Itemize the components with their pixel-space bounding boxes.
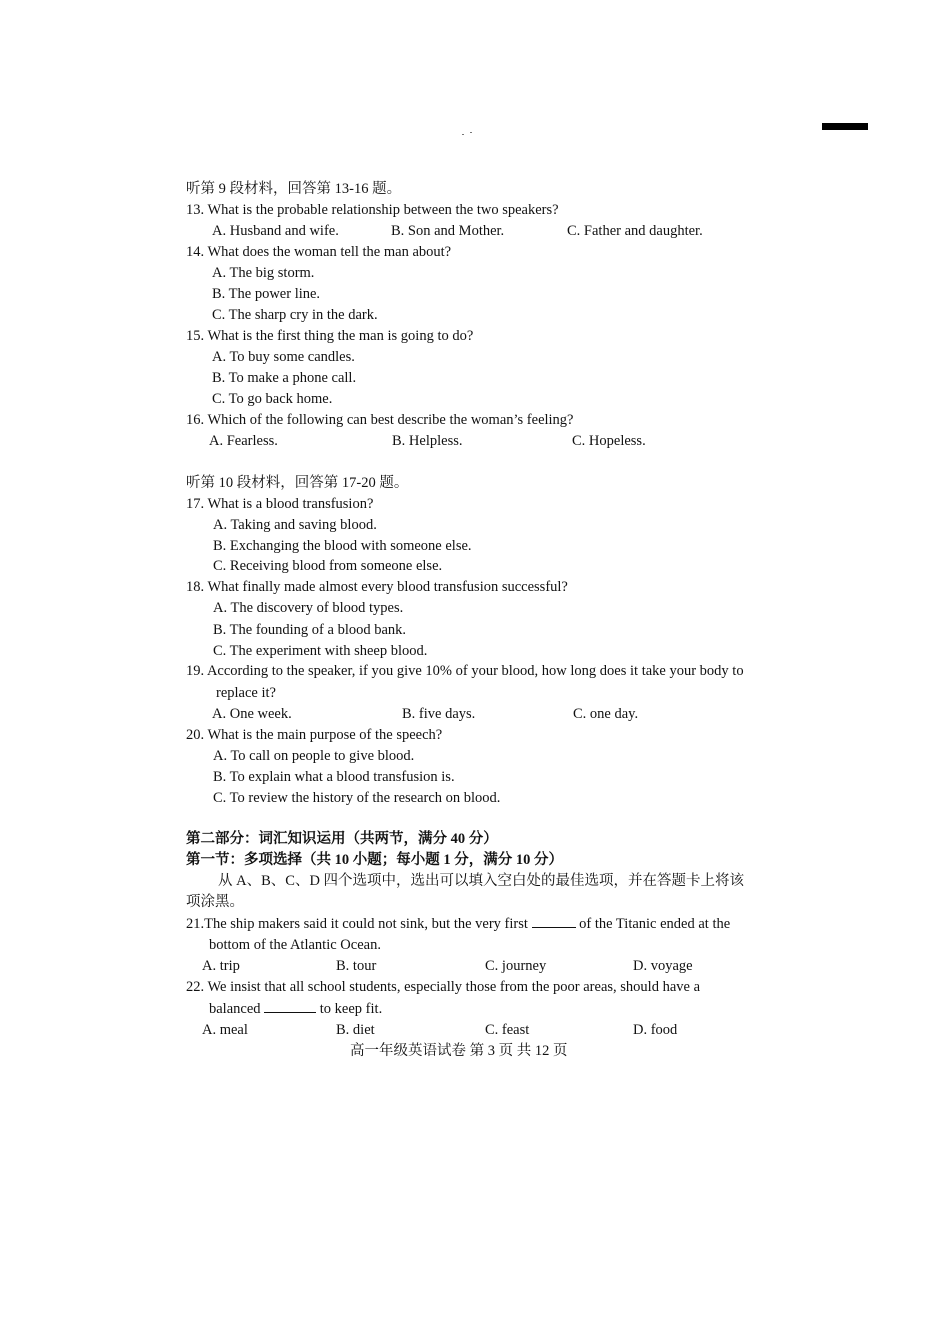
part-2-instructions-continued: 项涂黑。 bbox=[186, 894, 244, 910]
q18-option-b: B. The founding of a blood bank. bbox=[213, 622, 407, 638]
q19-stem: 19. According to the speaker, if you give 10% of your blood, how long does it take your body to bbox=[186, 663, 744, 679]
q19-option-c: C. one day. bbox=[573, 706, 639, 722]
q15-stem: 15. What is the first thing the man is going to do? bbox=[186, 328, 474, 344]
q21-stem-before-blank: 21.The ship makers said it could not sink, but the very first bbox=[186, 916, 528, 932]
q15-option-c: C. To go back home. bbox=[212, 391, 333, 407]
q21-stem-continued: bottom of the Atlantic Ocean. bbox=[209, 937, 381, 953]
q14-option-a: A. The big storm. bbox=[212, 265, 315, 281]
part-2-instructions: 从 A、B、C、D 四个选项中，选出可以填入空白处的最佳选项，并在答题卡上将该 bbox=[218, 873, 745, 889]
q19-option-b: B. five days. bbox=[402, 706, 476, 722]
q22-stem-after-blank: to keep fit. bbox=[319, 1001, 383, 1017]
q18-option-c: C. The experiment with sheep blood. bbox=[213, 643, 428, 659]
q19-stem-continued: replace it? bbox=[216, 685, 276, 701]
q21-answer-blank bbox=[532, 915, 576, 928]
q22-option-b: B. diet bbox=[336, 1022, 375, 1038]
q22-answer-blank bbox=[264, 1000, 316, 1013]
q21-option-b: B. tour bbox=[336, 958, 377, 974]
q22-stem: 22. We insist that all school students, especially those from the poor areas, should have a bbox=[186, 979, 701, 995]
q14-option-b: B. The power line. bbox=[212, 286, 321, 302]
q22-option-c: C. feast bbox=[485, 1022, 530, 1038]
scan-speck bbox=[470, 132, 472, 133]
q16-option-c: C. Hopeless. bbox=[572, 433, 646, 449]
q21-option-a: A. trip bbox=[202, 958, 240, 974]
q14-stem: 14. What does the woman tell the man about? bbox=[186, 244, 452, 260]
q20-option-a: A. To call on people to give blood. bbox=[213, 748, 415, 764]
part-2-section-1-title: 第一节：多项选择（共 10 小题；每小题 1 分，满分 10 分） bbox=[186, 852, 563, 868]
section-10-heading: 听第 10 段材料，回答第 17-20 题。 bbox=[186, 475, 409, 491]
q22-option-d: D. food bbox=[633, 1022, 678, 1038]
q21-stem-after-blank: of the Titanic ended at the bbox=[579, 916, 731, 932]
q13-option-c: C. Father and daughter. bbox=[567, 223, 703, 239]
q18-option-a: A. The discovery of blood types. bbox=[213, 600, 404, 616]
page-footer: 高一年级英语试卷 第 3 页 共 12 页 bbox=[350, 1043, 568, 1059]
scan-speck bbox=[462, 134, 464, 135]
q22-option-a: A. meal bbox=[202, 1022, 248, 1038]
registration-mark bbox=[822, 123, 868, 130]
q14-option-c: C. The sharp cry in the dark. bbox=[212, 307, 378, 323]
q21-option-c: C. journey bbox=[485, 958, 547, 974]
q15-option-b: B. To make a phone call. bbox=[212, 370, 357, 386]
q20-stem: 20. What is the main purpose of the speech? bbox=[186, 727, 443, 743]
q16-option-b: B. Helpless. bbox=[392, 433, 463, 449]
q20-option-b: B. To explain what a blood transfusion is. bbox=[213, 769, 455, 785]
q15-option-a: A. To buy some candles. bbox=[212, 349, 355, 365]
q13-stem: 13. What is the probable relationship between the two speakers? bbox=[186, 202, 559, 218]
q13-option-b: B. Son and Mother. bbox=[391, 223, 505, 239]
q17-option-c: C. Receiving blood from someone else. bbox=[213, 558, 443, 574]
q16-option-a: A. Fearless. bbox=[209, 433, 278, 449]
q22-stem-before-blank: balanced bbox=[209, 1001, 261, 1017]
q16-stem: 16. Which of the following can best describe the woman’s feeling? bbox=[186, 412, 574, 428]
section-9-heading: 听第 9 段材料，回答第 13-16 题。 bbox=[186, 181, 402, 197]
q19-option-a: A. One week. bbox=[212, 706, 292, 722]
part-2-title: 第二部分：词汇知识运用（共两节，满分 40 分） bbox=[186, 831, 498, 847]
q22-stem-continued bbox=[209, 1000, 382, 1018]
q17-stem: 17. What is a blood transfusion? bbox=[186, 496, 374, 512]
q17-option-a: A. Taking and saving blood. bbox=[213, 517, 377, 533]
q13-option-a: A. Husband and wife. bbox=[212, 223, 339, 239]
q17-option-b: B. Exchanging the blood with someone else. bbox=[213, 538, 472, 554]
q21-option-d: D. voyage bbox=[633, 958, 693, 974]
q20-option-c: C. To review the history of the research on blood. bbox=[213, 790, 501, 806]
q21-stem bbox=[186, 915, 730, 933]
q18-stem: 18. What finally made almost every blood transfusion successful? bbox=[186, 579, 568, 595]
